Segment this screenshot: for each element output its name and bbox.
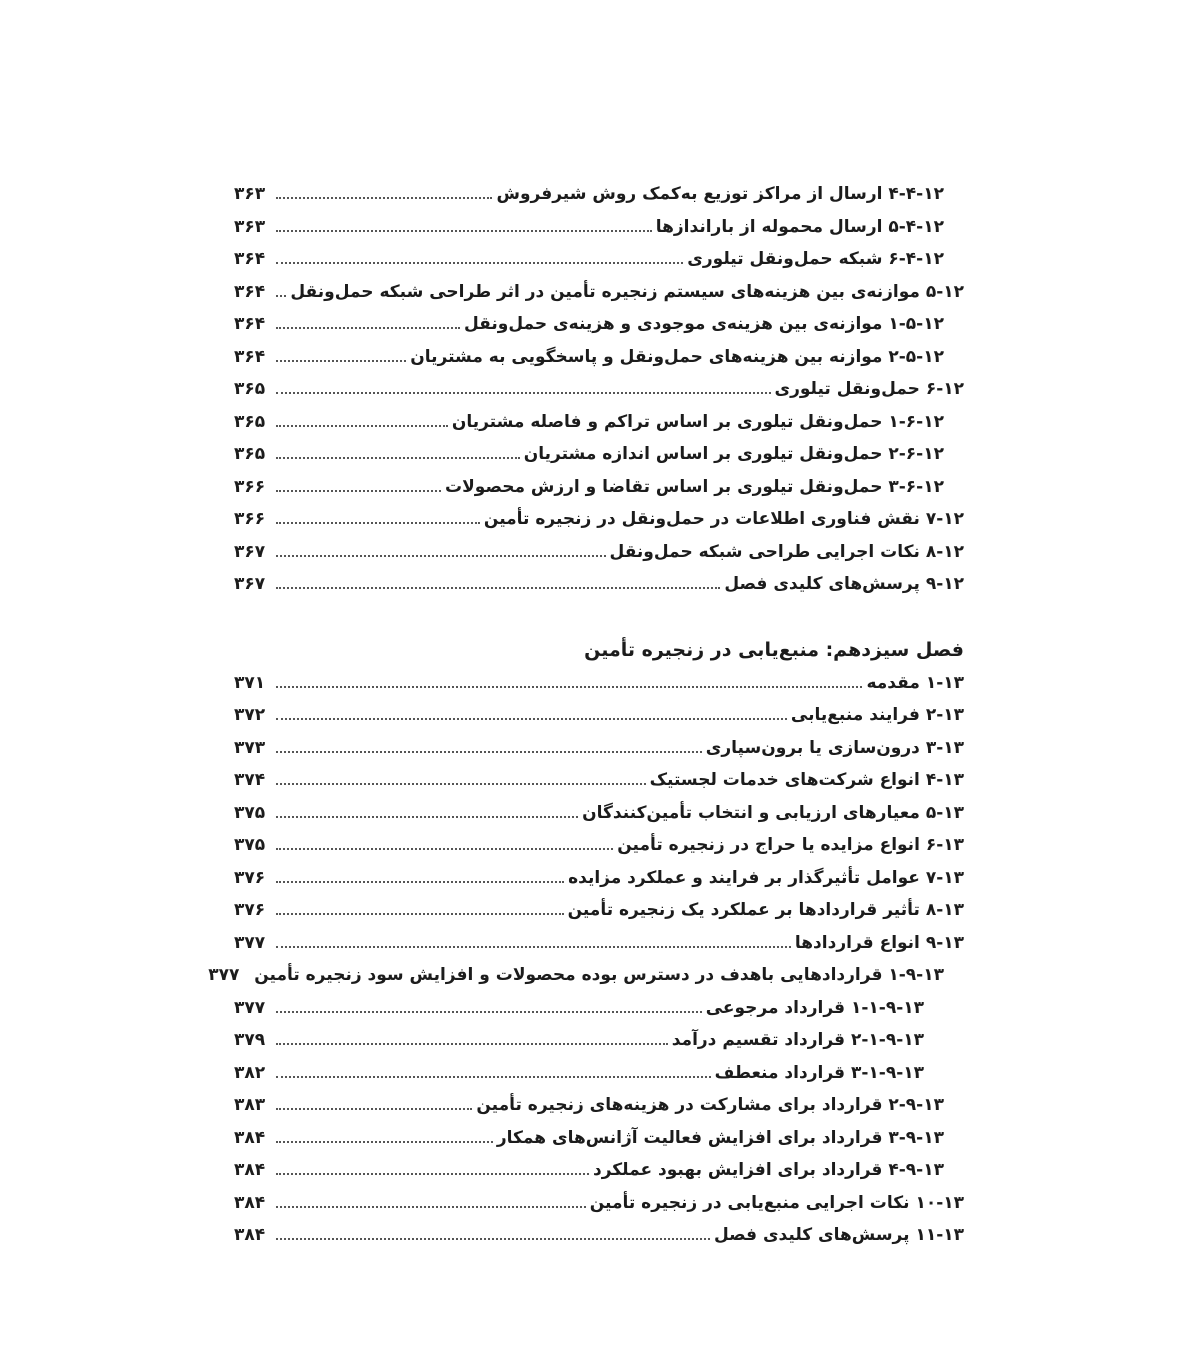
toc-entry-page: ۳۶۴ [234,249,266,270]
toc-entry-label: ۳-۶-۱۲ حمل‌ونقل تیلوری بر اساس تقاضا و ارزش محصولات [445,476,944,497]
toc-entry [234,1024,964,1057]
toc-entry [234,211,964,244]
toc-entry-page: ۳۸۴ [234,1127,266,1148]
toc-dot-leader [276,816,578,818]
toc-dot-leader [276,718,787,720]
toc-entry [234,1089,964,1122]
toc-dot-leader [276,490,441,492]
toc-entry [234,1154,964,1187]
toc-entry [234,536,964,569]
toc-dot-leader [276,295,286,297]
toc-entry [234,667,964,700]
chapter-gap [234,601,964,633]
toc-entry [234,406,964,439]
toc-entry-page: ۳۶۵ [234,411,266,432]
toc-entry [234,1122,964,1155]
toc-entry-label: ۸-۱۳ تأثیر قراردادها بر عملکرد یک زنجیره تأمین [567,900,964,921]
toc-entry-label: ۲-۶-۱۲ حمل‌ونقل تیلوری بر اساس اندازه مشتریان [523,444,944,465]
toc-entry-page: ۳۶۶ [234,476,266,497]
toc-entry-page: ۳۷۷ [208,965,240,986]
toc-dot-leader [276,1206,586,1208]
toc-dot-leader [276,946,791,948]
toc-entry-page: ۳۸۴ [234,1160,266,1181]
toc-entry-page: ۳۶۴ [234,281,266,302]
toc-entry-label: ۹-۱۳ انواع قراردادها [794,932,964,953]
toc-entry-page: ۳۷۴ [234,770,266,791]
toc-entry-label: ۲-۵-۱۲ موازنه بین هزینه‌های حمل‌ونقل و پاسخگویی به مشتریان [410,346,944,367]
toc-entry-label: ۱-۱-۹-۱۳ قرارداد مرجوعی [705,997,924,1018]
toc-entry-label: ۶-۱۳ انواع مزایده یا حراج در زنجیره تأمین [617,835,964,856]
toc-dot-leader [276,1076,711,1078]
toc-entry [234,178,964,211]
toc-entry-label: ۲-۹-۱۳ قرارداد برای مشارکت در هزینه‌های زنجیره تأمین [476,1095,944,1116]
toc-entry-page: ۳۷۲ [234,705,266,726]
toc-entry [234,341,964,374]
toc-dot-leader [276,360,406,362]
toc-entry-label: ۱-۵-۱۲ موازنه‌ی بین هزینه‌ی موجودی و هزینه‌ی حمل‌ونقل [463,314,944,335]
toc-dot-leader [276,327,460,329]
toc-dot-leader [276,262,683,264]
toc-entry-label: ۱۰-۱۳ نکات اجرایی منبع‌یابی در زنجیره تأمین [589,1192,964,1213]
toc-entry-page: ۳۷۷ [234,997,266,1018]
toc-entry-page: ۳۷۷ [234,932,266,953]
toc-entry [234,732,964,765]
toc-entry [234,276,964,309]
toc-entry-page: ۳۶۶ [234,509,266,530]
toc-entry-page: ۳۶۵ [234,379,266,400]
toc-entry-label: ۷-۱۳ عوامل تأثیرگذار بر فرایند و عملکرد مزایده [568,867,964,888]
toc-entry [234,373,964,406]
toc-dot-leader [276,587,720,589]
toc-entry-label: ۲-۱-۹-۱۳ قرارداد تقسیم درآمد [671,1030,924,1051]
toc-dot-leader [276,1011,702,1013]
toc-entry-page: ۳۶۴ [234,346,266,367]
toc-entry-label: ۱۱-۱۳ پرسش‌های کلیدی فصل [714,1225,964,1246]
toc-entry-page: ۳۸۴ [234,1192,266,1213]
toc-entry [234,797,964,830]
toc-entry [234,992,964,1025]
toc-entry-page: ۳۷۳ [234,737,266,758]
toc-entry-page: ۳۸۴ [234,1225,266,1246]
toc-entry [234,438,964,471]
toc-entry-label: ۱-۹-۱۳ قراردادهایی باهدف در دسترس بوده محصولات و افزایش سود زنجیره تأمین [254,965,944,986]
toc-entry [234,894,964,927]
toc-dot-leader [276,881,564,883]
toc-entry [234,1219,964,1252]
toc-entry-label: ۴-۹-۱۳ قرارداد برای افزایش بهبود عملکرد [592,1160,944,1181]
table-of-contents [208,178,964,1252]
toc-entry-page: ۳۷۶ [234,900,266,921]
toc-dot-leader [276,1141,493,1143]
chapter-13-entries [208,667,964,1252]
toc-entry [234,927,964,960]
toc-entry-label: ۴-۴-۱۲ ارسال از مراکز توزیع به‌کمک روش شیرفروش [496,184,944,205]
toc-dot-leader [276,555,606,557]
toc-entry-page: ۳۸۲ [234,1062,266,1083]
toc-entry-page: ۳۶۷ [234,541,266,562]
toc-entry-label: ۲-۱۳ فرایند منبع‌یابی [790,705,964,726]
toc-entry-label: ۷-۱۲ نقش فناوری اطلاعات در حمل‌ونقل در زنجیره تأمین [483,509,964,530]
toc-entry [234,503,964,536]
toc-dot-leader [276,392,771,394]
toc-dot-leader [276,425,448,427]
toc-dot-leader [276,1173,589,1175]
toc-entry-label: ۳-۹-۱۳ قرارداد برای افزایش فعالیت آژانس‌های همکار [496,1127,944,1148]
toc-entry [234,568,964,601]
toc-entry-page: ۳۶۴ [234,314,266,335]
toc-entry [234,471,964,504]
toc-dot-leader [276,686,862,688]
toc-entry-page: ۳۷۹ [234,1030,266,1051]
toc-entry-page: ۳۷۵ [234,835,266,856]
toc-dot-leader [276,522,480,524]
toc-entry-label: ۵-۴-۱۲ ارسال محموله از بارانداز‌ها [655,216,944,237]
toc-entry-page: ۳۶۳ [234,216,266,237]
toc-dot-leader [276,913,564,915]
toc-entry-page: ۳۷۱ [234,672,266,693]
toc-entry [234,243,964,276]
section-12-entries [234,178,964,601]
toc-entry-page: ۳۷۶ [234,867,266,888]
toc-dot-leader [276,751,702,753]
chapter-13-title: فصل سیزدهم: منبع‌یابی در زنجیره تأمین [584,638,964,661]
toc-entry-label: ۵-۱۲ موازنه‌ی بین هزینه‌های سیستم زنجیره تأمین در اثر طراحی شبکه حمل‌ونقل [290,281,964,302]
toc-entry-page: ۳۶۷ [234,574,266,595]
toc-entry [234,308,964,341]
toc-dot-leader [276,848,613,850]
toc-dot-leader [276,457,520,459]
toc-dot-leader [276,783,646,785]
toc-entry-page: ۳۶۳ [234,184,266,205]
toc-entry-page: ۳۸۳ [234,1095,266,1116]
toc-entry-label: ۵-۱۳ معیارهای ارزیابی و انتخاب تأمین‌کنندگان [582,802,964,823]
toc-entry [234,1057,964,1090]
toc-entry [208,959,964,992]
toc-entry-label: ۳-۱-۹-۱۳ قرارداد منعطف [714,1062,924,1083]
toc-entry-page: ۳۷۵ [234,802,266,823]
toc-entry-label: ۱-۱۳ مقدمه [866,672,964,693]
toc-dot-leader [276,1043,668,1045]
toc-entry-label: ۳-۱۳ درون‌سازی یا برون‌سپاری [705,737,964,758]
toc-dot-leader [276,197,492,199]
toc-dot-leader [276,1238,710,1240]
toc-entry [234,1187,964,1220]
toc-entry [234,862,964,895]
toc-entry-label: ۶-۱۲ حمل‌ونقل تیلوری [774,379,964,400]
toc-entry [234,764,964,797]
toc-entry-label: ۶-۴-۱۲ شبکه حمل‌ونقل تیلوری [687,249,944,270]
toc-entry-label: ۱-۶-۱۲ حمل‌ونقل تیلوری بر اساس تراکم و فاصله مشتریان [451,411,944,432]
toc-entry-page: ۳۶۵ [234,444,266,465]
toc-entry-label: ۹-۱۲ پرسش‌های کلیدی فصل [724,574,964,595]
toc-entry [234,699,964,732]
toc-dot-leader [276,1108,472,1110]
toc-dot-leader [276,230,652,232]
toc-entry [234,829,964,862]
toc-entry-label: ۴-۱۳ انواع شرکت‌های خدمات لجستیک [649,770,964,791]
toc-entry-label: ۸-۱۲ نکات اجرایی طراحی شبکه حمل‌ونقل [609,541,964,562]
